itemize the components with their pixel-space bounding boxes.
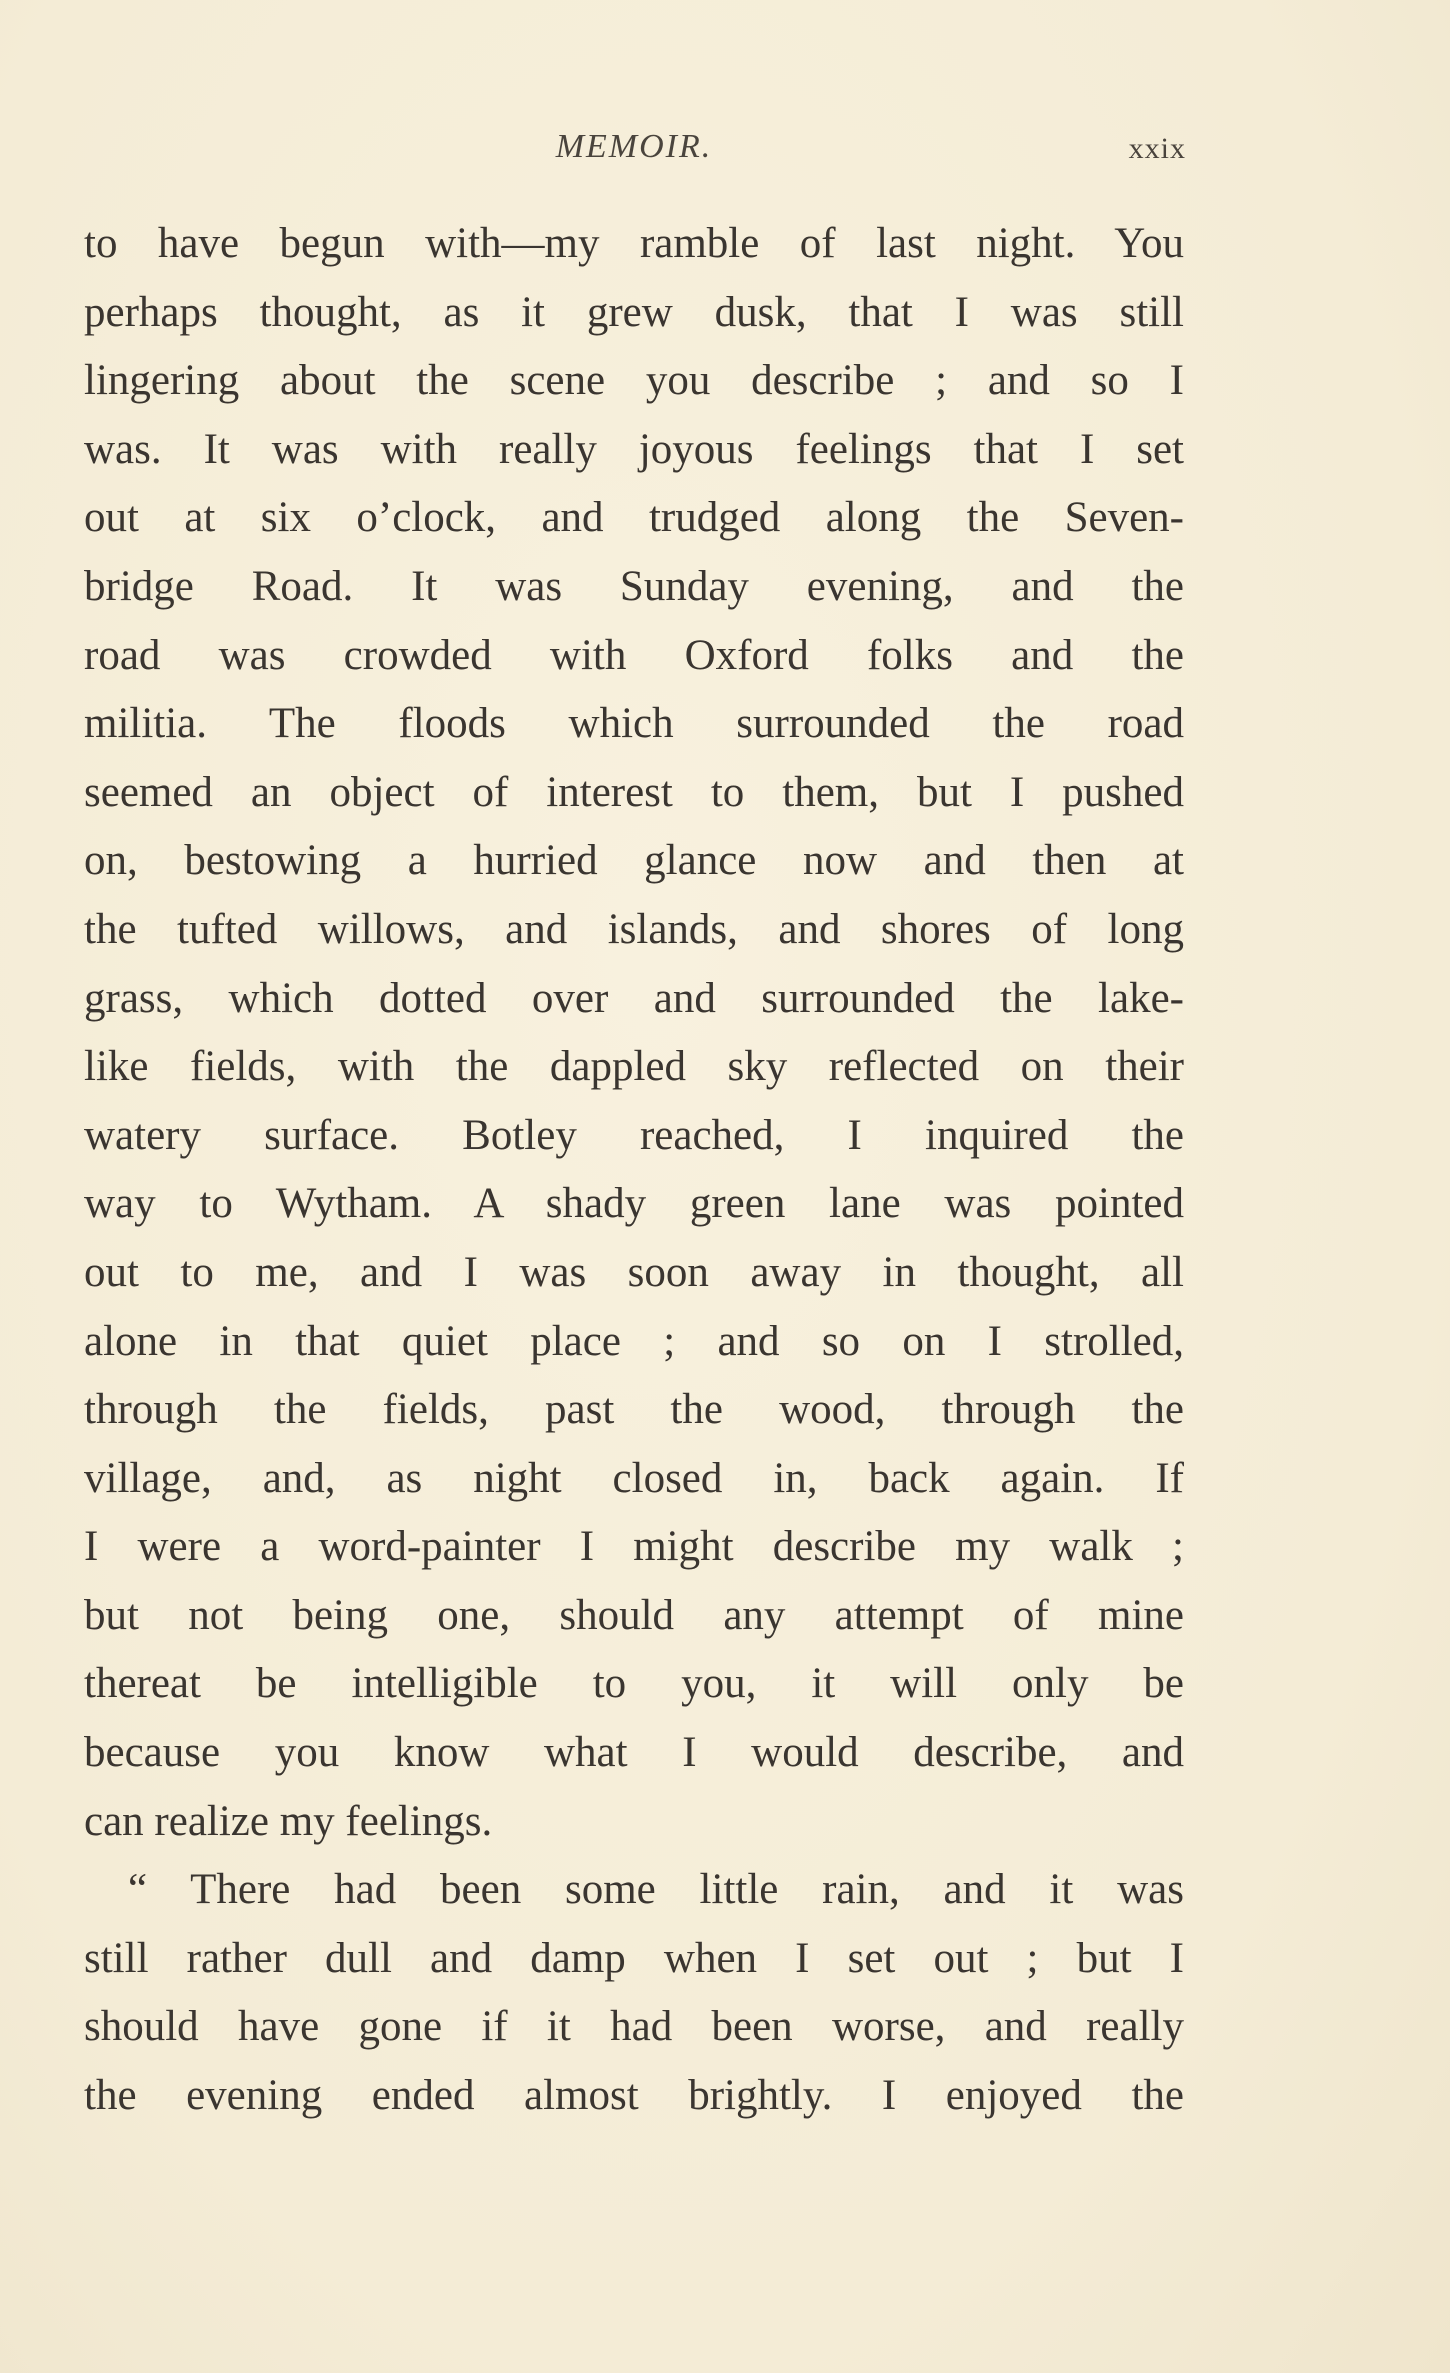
text-line: lingering about the scene you describe ; and so I — [84, 357, 1184, 405]
text-line: “ There had been some little rain, and it was — [128, 1866, 1184, 1914]
text-line: seemed an object of interest to them, but I pushed — [84, 768, 1184, 816]
text-line: alone in that quiet place ; and so on I strolled, — [84, 1317, 1184, 1365]
text-line: out to me, and I was soon away in thought, all — [84, 1248, 1184, 1296]
text-line: I were a word-painter I might describe my walk ; — [84, 1523, 1184, 1571]
text-line: on, bestowing a hurried glance now and then at — [84, 837, 1184, 885]
body-text — [84, 210, 1184, 2131]
text-line: perhaps thought, as it grew dusk, that I was still — [84, 288, 1184, 336]
text-line: should have gone if it had been worse, and really — [84, 2003, 1184, 2051]
text-line: out at six o’clock, and trudged along the Seven- — [84, 494, 1184, 542]
text-line: grass, which dotted over and surrounded the lake- — [84, 974, 1184, 1022]
text-line: road was crowded with Oxford folks and the — [84, 631, 1184, 679]
page-number: xxix — [1128, 132, 1186, 165]
running-head — [84, 128, 1184, 178]
text-line: the evening ended almost brightly. I enjoyed the — [84, 2072, 1184, 2120]
text-line: can realize my feelings. — [84, 1797, 493, 1845]
text-line: like fields, with the dappled sky reflected on their — [84, 1043, 1184, 1091]
text-line: through the fields, past the wood, through the — [84, 1386, 1184, 1434]
text-line: militia. The floods which surrounded the road — [84, 700, 1184, 748]
text-line: bridge Road. It was Sunday evening, and the — [84, 562, 1184, 610]
running-title: MEMOIR. — [555, 128, 713, 165]
text-line: watery surface. Botley reached, I inquired the — [84, 1111, 1184, 1159]
text-line: thereat be intelligible to you, it will only be — [84, 1660, 1184, 1708]
text-line: to have begun with—my ramble of last night. You — [84, 220, 1184, 267]
text-line: the tufted willows, and islands, and shores of long — [84, 905, 1184, 953]
text-line: village, and, as night closed in, back again. If — [84, 1454, 1184, 1502]
text-line: because you know what I would describe, and — [84, 1729, 1184, 1777]
text-line: but not being one, should any attempt of mine — [84, 1591, 1184, 1639]
text-line: was. It was with really joyous feelings that I set — [84, 425, 1184, 473]
text-line: way to Wytham. A shady green lane was pointed — [84, 1180, 1184, 1228]
text-line: still rather dull and damp when I set out ; but I — [84, 1934, 1184, 1982]
